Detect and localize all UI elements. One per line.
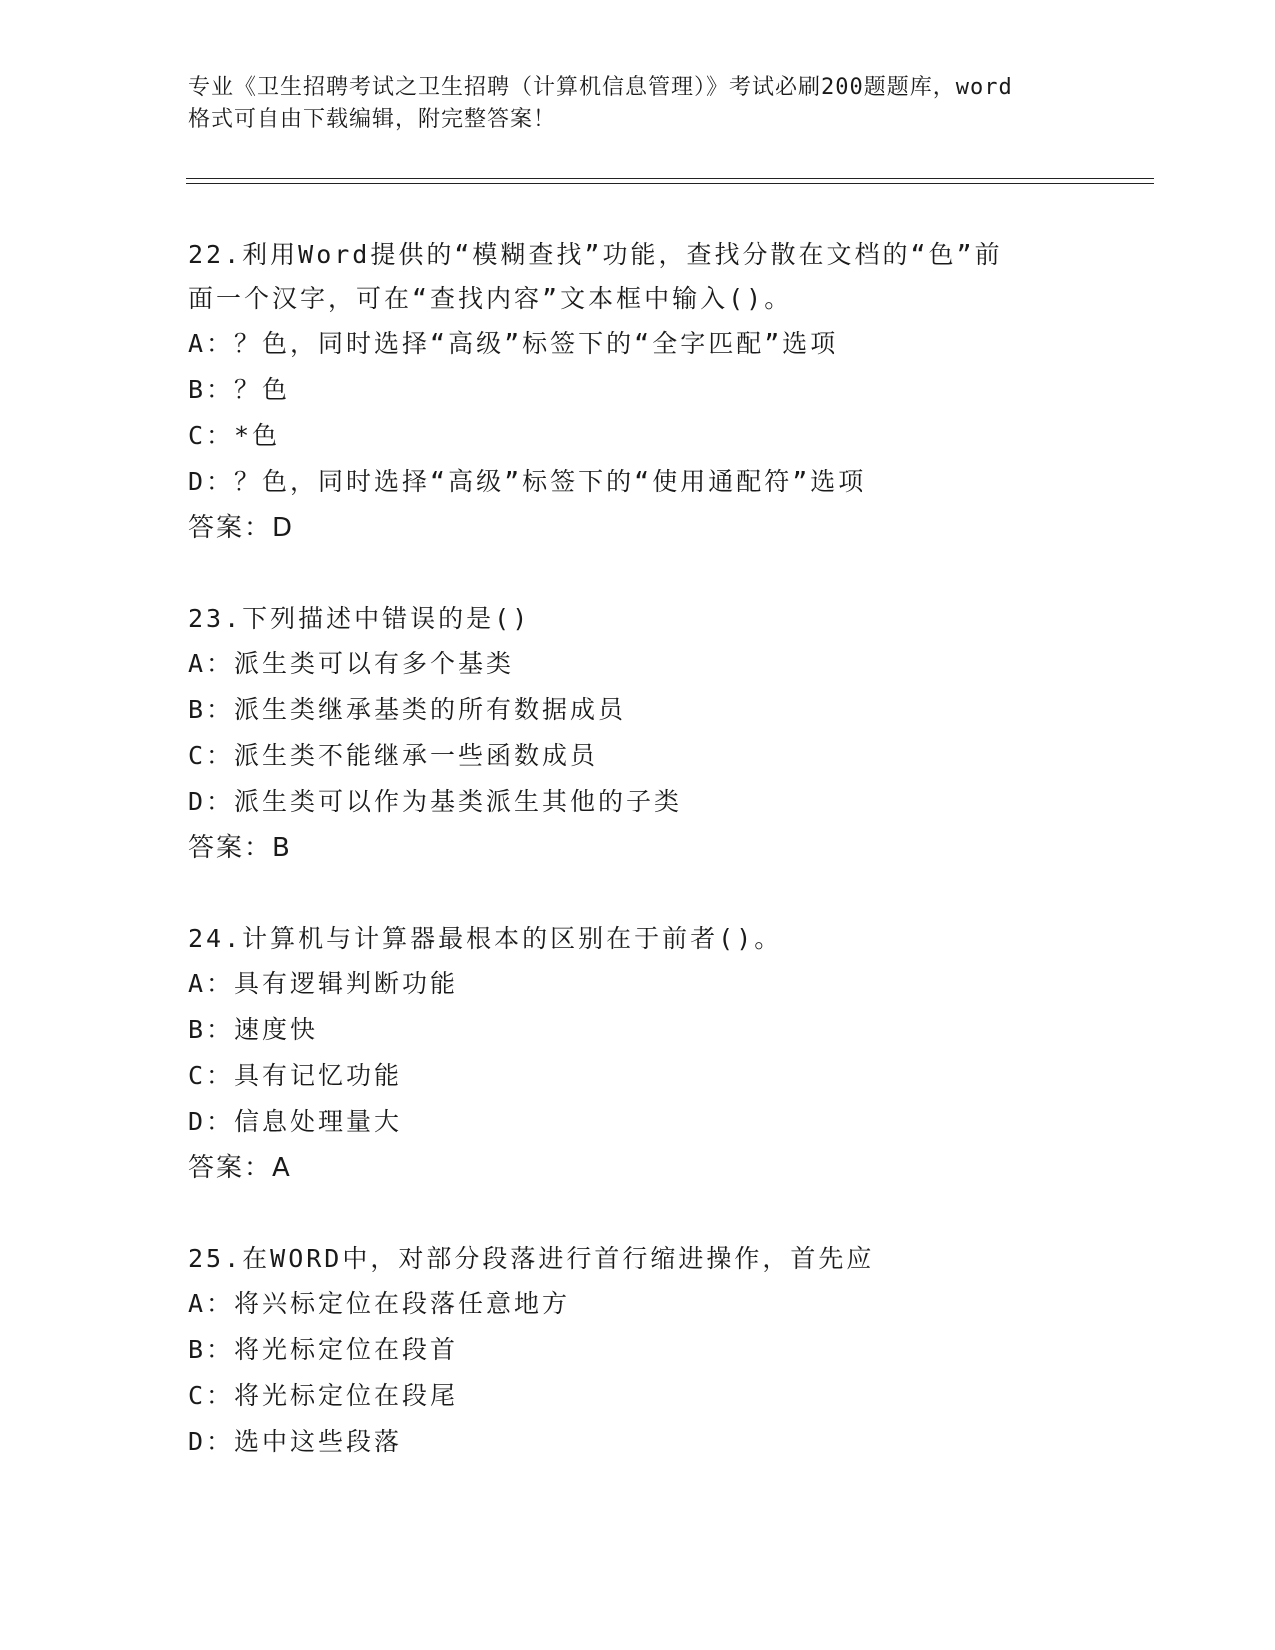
option-d: D：？色，同时选择“高级”标签下的“使用通配符”选项 xyxy=(188,467,867,496)
question-22 xyxy=(188,233,1088,551)
option-b: B：速度快 xyxy=(188,1015,319,1044)
option-c: C：具有记忆功能 xyxy=(188,1061,403,1090)
question-text-line: 22.利用Word提供的“模糊查找”功能，查找分散在文档的“色”前 xyxy=(188,240,1003,269)
question-text-line: 25.在WORD中，对部分段落进行首行缩进操作，首先应 xyxy=(188,1244,875,1273)
answer: 答案：D xyxy=(188,513,295,543)
option-a: A：将兴标定位在段落任意地方 xyxy=(188,1289,571,1318)
question-24 xyxy=(188,917,1088,1191)
question-25 xyxy=(188,1237,1088,1465)
option-d: D：信息处理量大 xyxy=(188,1107,403,1136)
option-b: B：？色 xyxy=(188,375,291,404)
question-text-line: 23.下列描述中错误的是() xyxy=(188,604,531,633)
question-list xyxy=(188,233,1088,1511)
answer: 答案：B xyxy=(188,833,292,863)
option-d: D：派生类可以作为基类派生其他的子类 xyxy=(188,787,683,816)
option-a: A：具有逻辑判断功能 xyxy=(188,969,459,998)
question-23 xyxy=(188,597,1088,871)
question-text-line: 面一个汉字，可在“查找内容”文本框中输入()。 xyxy=(188,284,793,313)
header-line-2: 格式可自由下载编辑，附完整答案！ xyxy=(188,107,557,132)
option-c: C：派生类不能继承一些函数成员 xyxy=(188,741,599,770)
option-b: B：将光标定位在段首 xyxy=(188,1335,459,1364)
header-line-1: 专业《卫生招聘考试之卫生招聘（计算机信息管理）》考试必刷200题题库，word xyxy=(188,75,1013,100)
option-a: A：派生类可以有多个基类 xyxy=(188,649,515,678)
option-a: A：？色，同时选择“高级”标签下的“全字匹配”选项 xyxy=(188,329,839,358)
answer: 答案：A xyxy=(188,1153,292,1183)
document-header xyxy=(188,72,1088,136)
option-d: D：选中这些段落 xyxy=(188,1427,403,1456)
option-c: C：将光标定位在段尾 xyxy=(188,1381,459,1410)
option-b: B：派生类继承基类的所有数据成员 xyxy=(188,695,627,724)
question-text-line: 24.计算机与计算器最根本的区别在于前者()。 xyxy=(188,924,783,953)
header-divider-bottom xyxy=(186,183,1154,184)
option-c: C：*色 xyxy=(188,421,281,450)
header-divider-top xyxy=(186,178,1154,179)
